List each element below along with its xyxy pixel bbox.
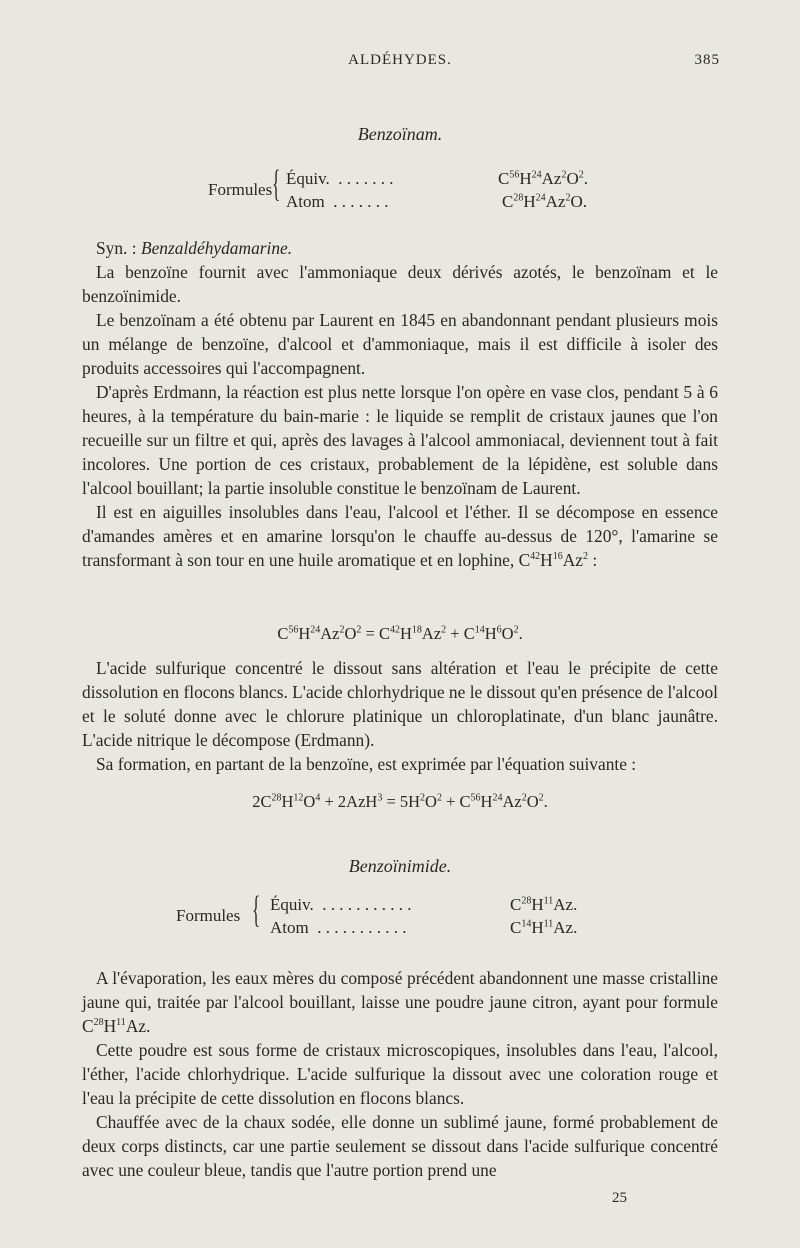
- signature-mark: 25: [612, 1190, 627, 1206]
- formula-value: $C^{28}H^{24}Az^2O$.: [502, 192, 587, 211]
- formula-key: Atom: [270, 918, 309, 937]
- paragraph: Chauffée avec de la chaux sodée, elle donne un sublimé jaune, formé probablement de deux corps distincts, car une partie seulement se dissout dans l'acide sulfurique concentré avec une couleur bleue, tandis que l'autre portion prend une: [82, 1112, 718, 1180]
- section-heading-benzoinimide: Benzoïnimide.: [348, 856, 452, 876]
- paragraph: Il est en aiguilles insolubles dans l'eau, l'alcool et l'éther. Il se décompose en essence d'amandes amères et en amarine lorsqu'on le chauffe au-dessus de 120°, l'amarine se transformant à son tour en une huile aromatique et en lophine, $C^{42}H^{16}Az^2$ :: [82, 502, 718, 570]
- brace-glyph: {: [272, 163, 281, 205]
- formulas-block-benzoinam: [208, 163, 588, 218]
- paragraph: Cette poudre est sous forme de cristaux microscopiques, insolubles dans l'eau, l'alcool, l'éther, l'acide chlorhydrique. L'acide sulfurique la dissout avec une coloration rouge et l'eau la précipite de cette dissolution en flocons blancs.: [82, 1040, 718, 1108]
- leader-dots: . . . . . . . . . . .: [318, 895, 412, 914]
- formulas-block-benzoinimide: [176, 889, 596, 944]
- formula-value: $C^{14}H^{11}Az$.: [510, 918, 578, 937]
- body-text-2: [82, 656, 718, 776]
- formula-row-atom: [286, 191, 587, 213]
- brace-glyph: {: [252, 889, 261, 931]
- body-text-3: [82, 966, 718, 1182]
- formula-row-atom: [270, 917, 578, 939]
- formula-value: $C^{28}H^{11}Az$.: [510, 895, 578, 914]
- formula-value: $C^{56}H^{24}Az^2O^2$.: [498, 169, 588, 188]
- formula-row-equiv: [286, 168, 588, 190]
- equation-2: $2C^{28}H^{12}O^4 + 2AzH^3 = 5H^2O^2 + C^{56}H^{24}Az^2O^2$.: [252, 792, 548, 811]
- page-number: 385: [694, 52, 720, 68]
- synonym-line: Syn. : Benzaldéhydamarine.: [96, 238, 293, 258]
- running-head: [0, 52, 800, 72]
- paragraph: Le benzoïnam a été obtenu par Laurent en 1845 en abandonnant pendant plusieurs mois un mélange de benzoïne, d'alcool et d'ammoniaque, mais il est difficile à isoler des produits accessoires qui l'accompagnent.: [82, 310, 718, 378]
- paragraph: L'acide sulfurique concentré le dissout sans altération et l'eau le précipite de cette dissolution en flocons blancs. L'acide chlorhydrique ne le dissout qu'en présence de l'alcool et le soluté donne avec le chlorure platinique un chloroplatinate, d'un blanc jaunâtre. L'acide nitrique le décompose (Erdmann).: [82, 658, 718, 750]
- paragraph: D'après Erdmann, la réaction est plus nette lorsque l'on opère en vase clos, pendant 5 à 6 heures, à la température du bain-marie : le liquide se remplit de cristaux jaunes que l'on recueille sur un filtre et qui, après des lavages à l'alcool ammoniacal, deviennent tout à fait incolores. Une portion de ces cristaux, probablement de la lépidène, est soluble dans l'alcool bouillant; la partie insoluble constitue le benzoïnam de Laurent.: [82, 382, 718, 498]
- leader-dots: . . . . . . . . . . .: [312, 918, 407, 937]
- leader-dots: . . . . . . .: [334, 169, 394, 188]
- formulas-label: Formules: [176, 906, 241, 925]
- formula-row-equiv: [270, 894, 578, 916]
- equation-1: $C^{56}H^{24}Az^2O^2 = C^{42}H^{18}Az^2 + C^{14}H^6O^2$.: [277, 624, 523, 643]
- formula-key: Équiv.: [286, 169, 330, 188]
- leader-dots: . . . . . . .: [328, 192, 389, 211]
- section-heading-benzoinam: Benzoïnam.: [357, 124, 443, 144]
- formula-key: Atom: [286, 192, 325, 211]
- paragraph: A l'évaporation, les eaux mères du composé précédent abandonnent une masse cristalline jaune qui, traitée par l'alcool bouillant, laisse une poudre jaune citron, ayant pour formule $C^{28}H^{11}Az$.: [82, 968, 718, 1036]
- formulas-label: Formules: [208, 180, 273, 199]
- running-title: ALDÉHYDES.: [348, 52, 452, 68]
- paragraph: Sa formation, en partant de la benzoïne, est exprimée par l'équation suivante :: [96, 754, 637, 774]
- paragraph: La benzoïne fournit avec l'ammoniaque deux dérivés azotés, le benzoïnam et le benzoïnimide.: [82, 262, 718, 306]
- formula-key: Équiv.: [270, 895, 314, 914]
- body-text-1: [82, 236, 718, 572]
